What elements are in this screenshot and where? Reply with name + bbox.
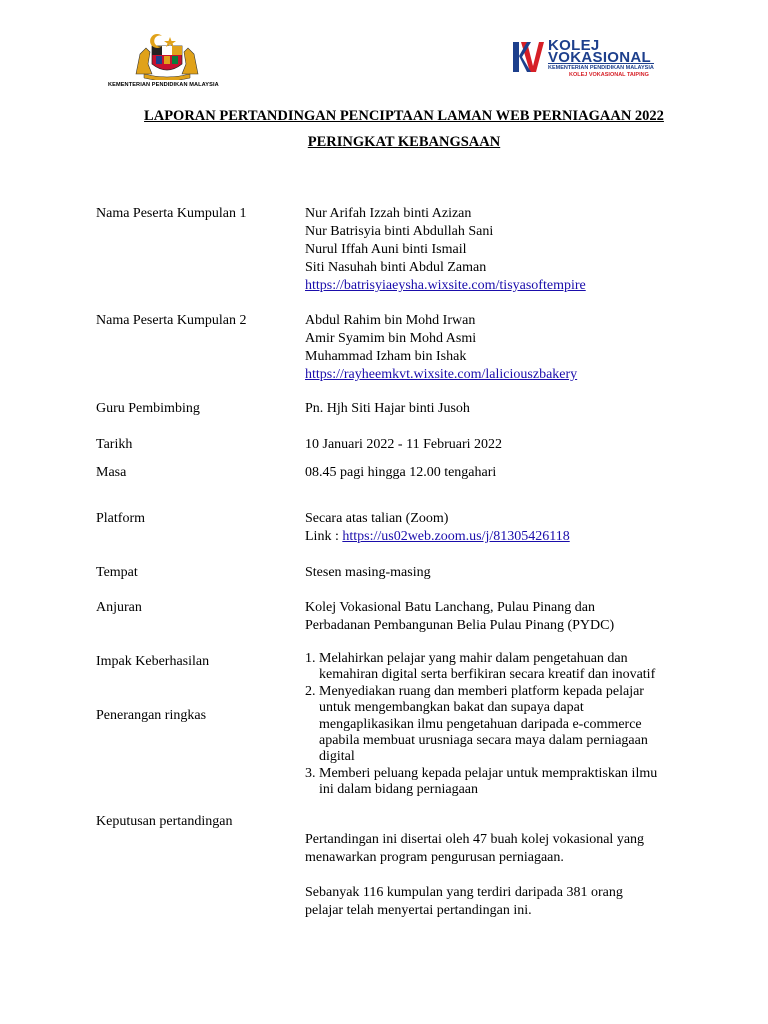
- keputusan-para2: [305, 884, 705, 920]
- malaysia-crest-icon: [132, 34, 202, 80]
- list-item: [305, 766, 705, 799]
- label-tempat: Tempat: [96, 565, 138, 580]
- impak-list: [305, 651, 705, 799]
- zoom-link[interactable]: https://us02web.zoom.us/j/81305426118: [342, 529, 570, 544]
- item-line: Menyediakan ruang dan memberi platform kepada pelajar: [319, 683, 644, 699]
- kolej-vokasional-logo: [511, 38, 681, 78]
- label-penerangan: Penerangan ringkas: [96, 708, 207, 723]
- value-masa: 08.45 pagi hingga 12.00 tengahari: [305, 465, 497, 480]
- kpm-caption: KEMENTERIAN PENDIDIKAN MALAYSIA: [108, 82, 219, 88]
- label-keputusan: Keputusan pertandingan: [96, 814, 233, 829]
- member-name: Abdul Rahim bin Mohd Irwan: [305, 313, 476, 328]
- kpm-logo: [108, 34, 226, 88]
- group1-members: [305, 205, 586, 295]
- label-tarikh: Tarikh: [96, 437, 133, 452]
- report-title: LAPORAN PERTANDINGAN PENCIPTAAN LAMAN WEB PERNIAGAAN 2022: [144, 108, 664, 124]
- group2-members: [305, 312, 577, 384]
- item-line: digital: [319, 749, 355, 765]
- label-platform: Platform: [96, 511, 145, 526]
- item-number: 2.: [305, 683, 316, 699]
- group1-website-link[interactable]: https://batrisyiaeysha.wixsite.com/tisyasoftempire: [305, 278, 586, 293]
- value-tempat: Stesen masing-masing: [305, 565, 431, 580]
- kv-word-kolej: KOLEJ: [548, 37, 600, 54]
- value-anjuran: [305, 599, 614, 635]
- report-subtitle: PERINGKAT KEBANGSAAN: [307, 134, 501, 150]
- para-line: pelajar telah menyertai pertandingan ini.: [305, 903, 532, 918]
- member-name: Nur Batrisyia binti Abdullah Sani: [305, 224, 494, 239]
- kv-campus: KOLEJ VOKASIONAL TAIPING: [569, 72, 649, 78]
- keputusan-para1: [305, 831, 705, 867]
- item-line: untuk mengembangkan bakat dan supaya dapat: [319, 700, 584, 716]
- label-group2: Nama Peserta Kumpulan 2: [96, 313, 247, 328]
- link-prefix: Link :: [305, 529, 343, 544]
- item-line: kemahiran digital serta berfikiran secara kreatif dan inovatif: [319, 667, 656, 683]
- label-guru: Guru Pembimbing: [96, 401, 200, 416]
- group2-website-link[interactable]: https://rayheemkvt.wixsite.com/laliciouszbakery: [305, 367, 578, 382]
- label-impak: Impak Keberhasilan: [96, 654, 210, 669]
- label-anjuran: Anjuran: [96, 600, 142, 615]
- item-line: apabila membuat urusniaga secara maya dalam perniagaan: [319, 733, 648, 749]
- item-line: ini dalam bidang perniagaan: [319, 782, 478, 798]
- value-tarikh: 10 Januari 2022 - 11 Februari 2022: [305, 437, 502, 452]
- item-line: mengaplikasikan ilmu pengetahuan daripada e-commerce: [319, 716, 642, 732]
- item-line: Melahirkan pelajar yang mahir dalam pengetahuan dan: [319, 651, 628, 666]
- item-number: 3.: [305, 765, 316, 781]
- anjuran-line: Perbadanan Pembangunan Belia Pulau Pinang (PYDC): [305, 618, 615, 633]
- member-name: Muhammad Izham bin Ishak: [305, 349, 467, 364]
- para-line: Pertandingan ini disertai oleh 47 buah kolej vokasional yang: [305, 832, 645, 847]
- value-platform: [305, 510, 570, 546]
- anjuran-line: Kolej Vokasional Batu Lanchang, Pulau Pinang dan: [305, 600, 595, 615]
- member-name: Nurul Iffah Auni binti Ismail: [305, 242, 467, 257]
- list-item: [305, 684, 705, 766]
- para-line: Sebanyak 116 kumpulan yang terdiri daripada 381 orang: [305, 885, 623, 900]
- kv-ministry: KEMENTERIAN PENDIDIKAN MALAYSIA: [548, 65, 654, 71]
- item-number: 1.: [305, 651, 316, 666]
- member-name: Amir Syamim bin Mohd Asmi: [305, 331, 477, 346]
- member-name: Siti Nasuhah binti Abdul Zaman: [305, 260, 487, 275]
- item-line: Memberi peluang kepada pelajar untuk mempraktiskan ilmu: [319, 765, 658, 781]
- para-line: menawarkan program pengurusan perniagaan.: [305, 850, 564, 865]
- kv-word-vokasional: VOKASIONAL: [548, 49, 652, 66]
- kv-mark-icon: [511, 40, 545, 74]
- platform-value: Secara atas talian (Zoom): [305, 511, 449, 526]
- label-masa: Masa: [96, 465, 127, 480]
- label-group1: Nama Peserta Kumpulan 1: [96, 206, 247, 221]
- value-guru: Pn. Hjh Siti Hajar binti Jusoh: [305, 401, 470, 416]
- list-item: [305, 651, 705, 684]
- member-name: Nur Arifah Izzah binti Azizan: [305, 206, 472, 221]
